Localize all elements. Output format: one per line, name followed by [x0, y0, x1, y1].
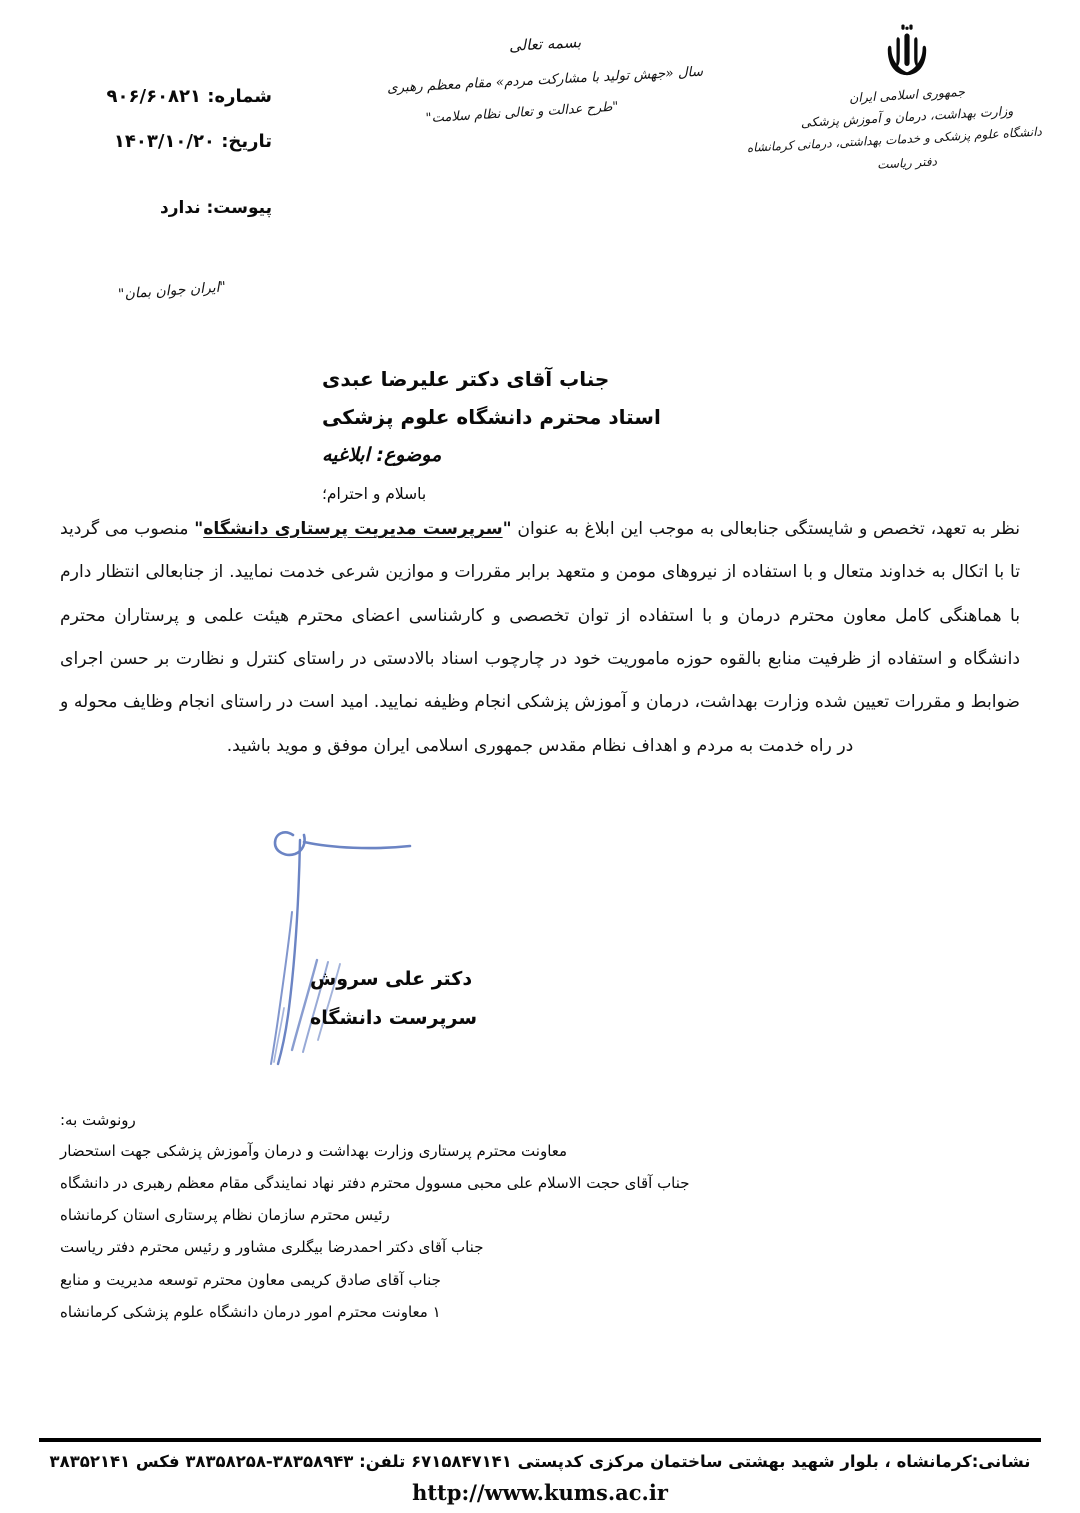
iran-motto: "ایران جوان بمان" [117, 279, 227, 303]
letterhead-line-university: دانشگاه علوم پزشکی و خدمات بهداشتی، درمانی کرمانشاه [746, 124, 1043, 156]
signature-block [0, 800, 640, 1090]
health-plan-slogan: "طرح عدالت و تعالی نظام سلامت" [425, 99, 619, 127]
cc-item: رئیس محترم سازمان نظام پرستاری استان کرمانشاه [60, 1206, 390, 1224]
document-date: تاریخ: ۱۴۰۳/۱۰/۲۰ [113, 131, 272, 152]
letterhead-line-ministry: وزارت بهداشت، درمان و آموزش پزشکی [800, 103, 1014, 131]
year-slogan: سال «جهش تولید با مشارکت مردم» مقام معظم رهبری [386, 63, 704, 97]
cc-item: جناب آقای حجت الاسلام علی محبی مسوول محترم دفتر نهاد نمایندگی مقام معظم رهبری در دانشگاه [60, 1173, 690, 1192]
document-meta-block [0, 86, 272, 218]
letterhead-block [746, 24, 1043, 172]
iran-emblem-icon [772, 24, 1042, 86]
letter-footer [0, 1438, 1080, 1505]
cc-item: معاونت محترم پرستاری وزارت بهداشت و درمان وآموزش پزشکی جهت استحضار [60, 1141, 568, 1160]
basmala-text: بسمه تعالی [508, 33, 582, 55]
signer-title: سرپرست دانشگاه [310, 1006, 478, 1029]
recipient-name: جناب آقای دکتر علیرضا عبدی [322, 367, 610, 391]
footer-website-url[interactable]: http://www.kums.ac.ir [412, 1480, 668, 1505]
cc-item: ۱ معاونت محترم امور درمان دانشگاه علوم پزشکی کرمانشاه [60, 1302, 441, 1321]
letterhead-line-office: دفتر ریاست [876, 154, 938, 172]
cc-title: رونوشت به: [60, 1111, 136, 1129]
letter-body [60, 508, 1020, 768]
letterhead-line-country: جمهوری اسلامی ایران [848, 83, 966, 106]
appointment-title: سرپرست مدیریت پرستاری دانشگاه [203, 519, 503, 539]
greeting-line: باسلام و احترام؛ [322, 484, 427, 503]
quote-close: " [194, 519, 204, 539]
footer-divider [39, 1438, 1041, 1442]
cc-item: جناب آقای صادق کریمی معاون محترم توسعه مدیریت و منابع [60, 1270, 441, 1289]
signer-name: دکتر علی سروش [310, 968, 473, 990]
document-number: شماره: ۹۰۶/۶۰۸۲۱ [106, 86, 272, 107]
cc-block [60, 1106, 1020, 1328]
document-attachment: پیوست: ندارد [160, 198, 272, 218]
header-center-block [330, 33, 760, 127]
cc-item: جناب آقای دکتر احمدرضا بیگلری مشاور و رئیس محترم دفتر ریاست [60, 1238, 484, 1257]
signer-identity [310, 960, 610, 1038]
letter-header [0, 0, 1080, 303]
recipient-block [322, 360, 1022, 513]
subject-line: موضوع: ابلاغیه [322, 444, 442, 466]
quote-open: " [502, 519, 512, 539]
recipient-title: استاد محترم دانشگاه علوم پزشکی [322, 405, 661, 429]
body-part-one: نظر به تعهد، تخصص و شایستگی جنابعالی به موجب این ابلاغ به عنوان [517, 519, 1020, 539]
footer-address: نشانی:کرمانشاه ، بلوار شهید بهشتی ساختمان مرکزی کدپستی ۶۷۱۵۸۴۷۱۴۱ تلفن: ۳۸۳۵۸۹۴۳-۳۸۳۵۸۲۵۸ فکس ۳۸۳۵۲۱۴۱ [49, 1452, 1031, 1471]
body-part-two: منصوب می گردید تا با اتکال به خداوند متعال و با استفاده از نیروهای مومن و متعهد برابر مقررات و موازین شرعی خدمت نمایید. از جنابعالی انتظار دارم با هماهنگی کامل معاون محترم درمان و با استفاده از توان تخصصی و کارشناسی اعضای محترم هیئت علمی و پرستاران محترم دانشگاه و استفاده از ظرفیت منابع بالقوه حوزه ماموریت خود در چارچوب اسناد بالادستی در راستای کنترل و نظارت بر حسن اجرای ضوابط و مقررات تعیین شده وزارت بهداشت، درمان و آموزش پزشکی انجام وظیفه نمایید. امید است در راستای انجام وظایف محوله و در راه خدمت به مردم و اهداف نظام مقدس جمهوری اسلامی ایران موفق و موید باشید. [60, 519, 1020, 756]
